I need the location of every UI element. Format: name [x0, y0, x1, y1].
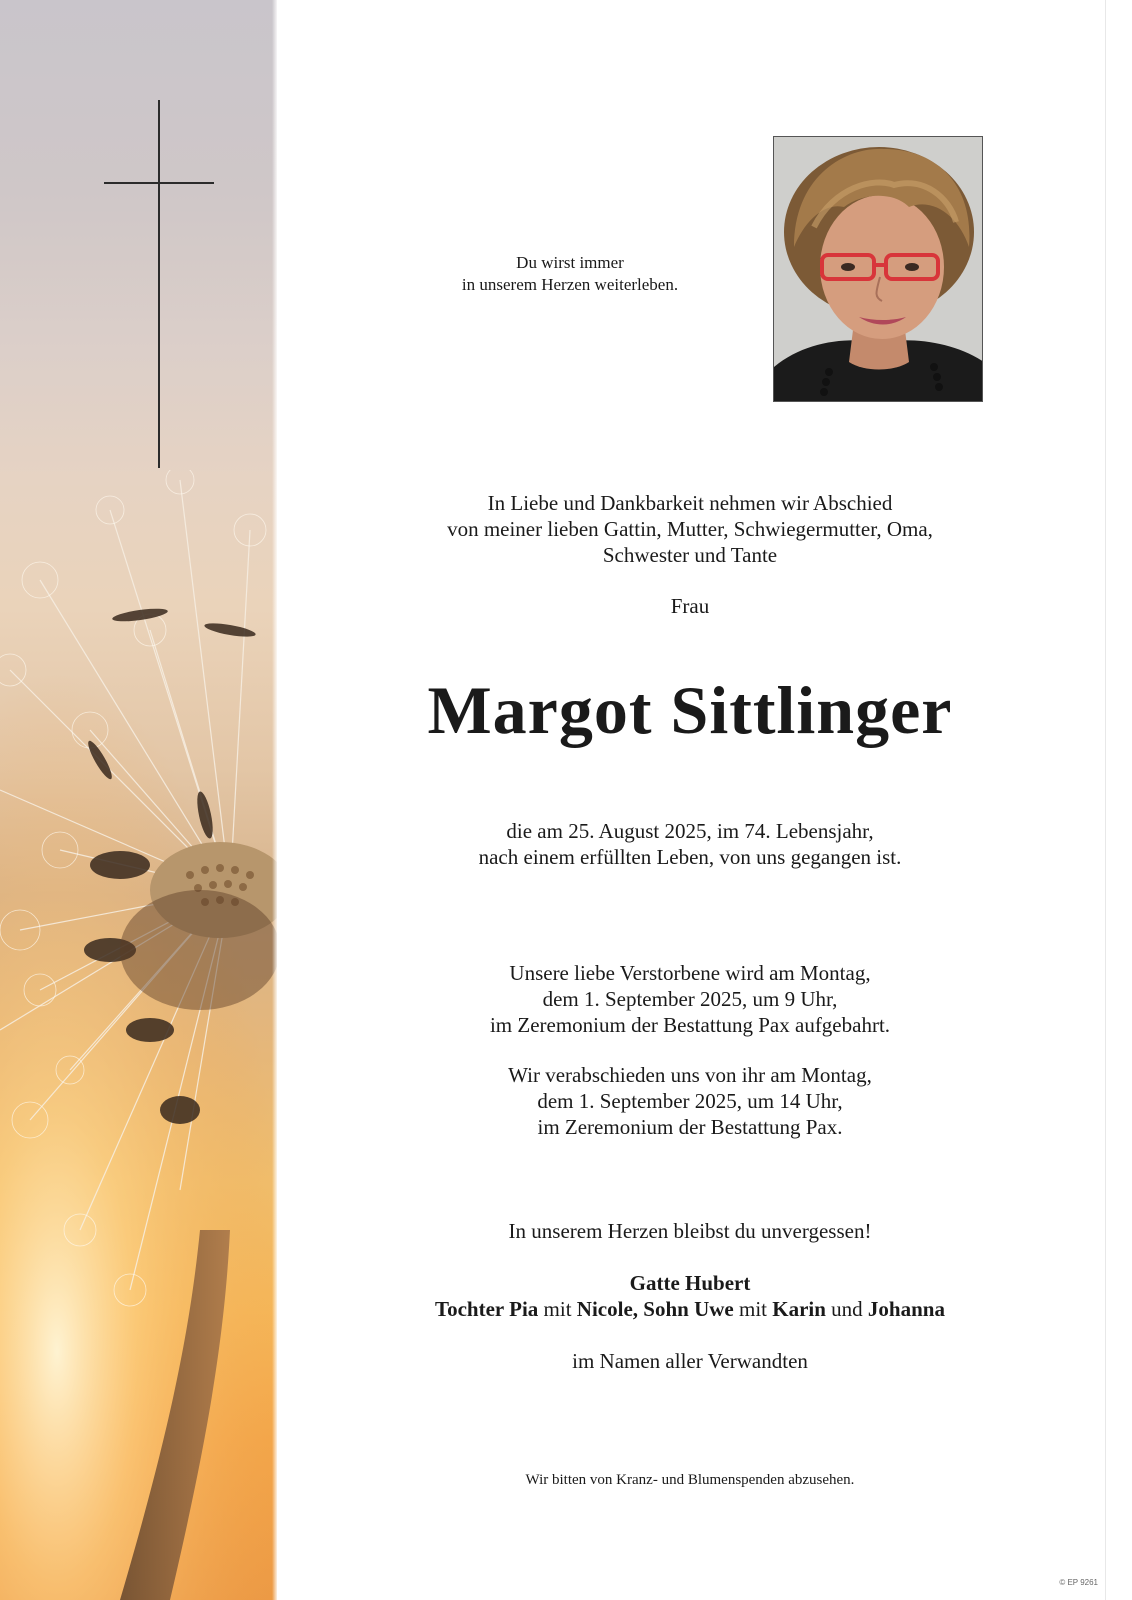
mourner-spouse: Gatte Hubert	[629, 1271, 751, 1295]
dandelion-image	[0, 470, 277, 1600]
death-notice	[380, 818, 1000, 870]
death-line-1: die am 25. August 2025, im 74. Lebensjahr,	[506, 819, 874, 843]
farewell-details	[380, 1062, 1000, 1140]
page-edge	[1105, 0, 1106, 1600]
mourner-grandchild-nicole: Nicole,	[576, 1297, 639, 1321]
viewing-line-2: dem 1. September 2025, um 9 Uhr,	[542, 987, 838, 1011]
mourner-karin: Karin	[772, 1297, 826, 1321]
closing-text: In unserem Herzen bleibst du unvergessen!	[508, 1219, 872, 1243]
salutation	[380, 593, 1000, 619]
intro-line-3: Schwester und Tante	[602, 543, 778, 567]
farewell-line-1: Wir verabschieden uns von ihr am Montag,	[508, 1063, 872, 1087]
salutation-text: Frau	[670, 594, 710, 618]
quote-line-2: in unserem Herzen weiterleben.	[461, 275, 679, 294]
relatives-text: im Namen aller Verwandten	[572, 1349, 808, 1373]
decorative-side-panel	[0, 0, 277, 1600]
viewing-line-3: im Zeremonium der Bestattung Pax aufgebahrt.	[489, 1013, 891, 1037]
mourner-children	[380, 1296, 1000, 1322]
mourner-son: Sohn Uwe	[643, 1297, 734, 1321]
cross-icon-horizontal	[104, 182, 214, 184]
viewing-line-1: Unsere liebe Verstorbene wird am Montag,	[509, 961, 871, 985]
mourner-connector: mit	[733, 1297, 773, 1321]
mourner-johanna: Johanna	[867, 1297, 945, 1321]
death-line-2: nach einem erfüllten Leben, von uns gegangen ist.	[478, 845, 902, 869]
donation-note: Wir bitten von Kranz- und Blumenspenden abzusehen.	[525, 1472, 855, 1488]
farewell-line-3: im Zeremonium der Bestattung Pax.	[537, 1115, 843, 1139]
mourner-daughter: Tochter Pia	[435, 1297, 539, 1321]
portrait-photo	[773, 136, 983, 402]
mourner-connector: und	[825, 1297, 868, 1321]
mourners-list	[380, 1270, 1000, 1322]
relatives-note	[380, 1348, 1000, 1374]
viewing-details	[380, 960, 1000, 1038]
portrait-image	[774, 137, 983, 402]
memorial-quote	[420, 252, 720, 296]
deceased-name: Margot Sittlinger	[427, 672, 953, 748]
intro-text	[380, 490, 1000, 568]
cross-icon-vertical	[158, 100, 160, 468]
quote-line-1: Du wirst immer	[516, 253, 624, 272]
closing-phrase	[380, 1218, 1000, 1244]
side-panel-fade	[272, 0, 280, 1600]
intro-line-1: In Liebe und Dankbarkeit nehmen wir Abschied	[487, 491, 893, 515]
farewell-line-2: dem 1. September 2025, um 14 Uhr,	[537, 1089, 843, 1113]
copyright-mark: © EP 9261	[1059, 1578, 1098, 1587]
mourner-connector: mit	[538, 1297, 577, 1321]
intro-line-2: von meiner lieben Gattin, Mutter, Schwiegermutter, Oma,	[447, 517, 933, 541]
